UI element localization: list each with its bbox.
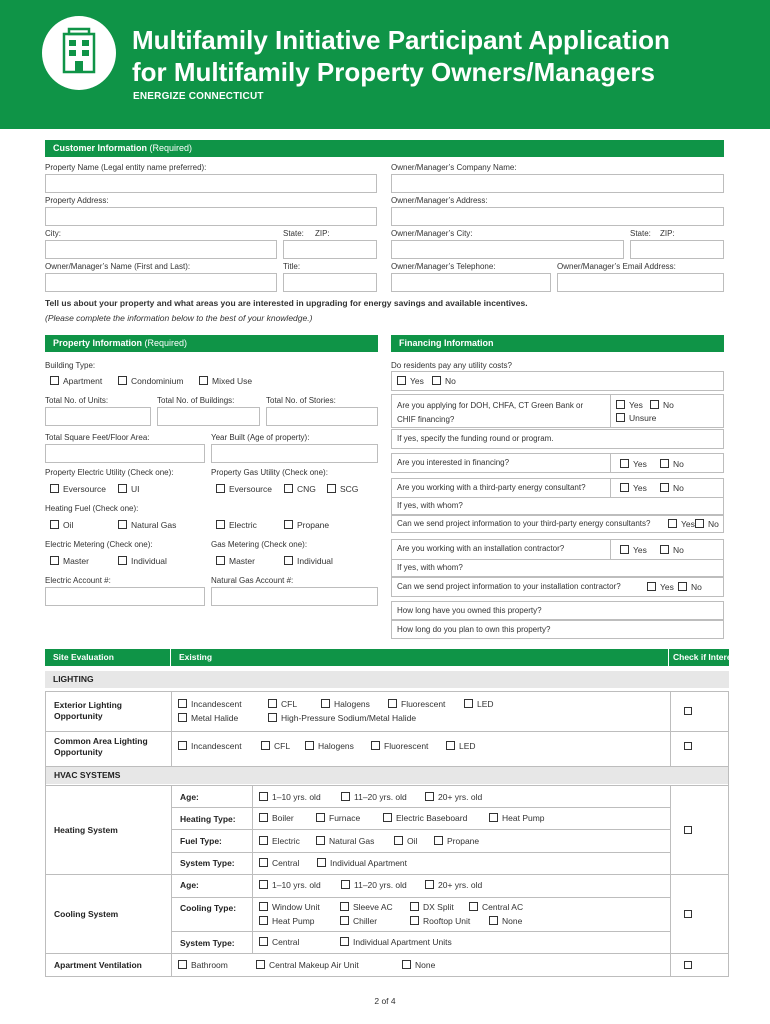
cooling-type-label: Cooling Type:: [180, 903, 237, 913]
fuel-propane-checkbox[interactable]: Propane: [284, 520, 329, 530]
table-divider: [252, 875, 253, 953]
common-cfl-checkbox[interactable]: CFL: [261, 741, 290, 751]
hvac-section-header: HVAC SYSTEMS: [46, 767, 728, 784]
table-divider: [171, 852, 670, 853]
ext-hps-checkbox[interactable]: High-Pressure Sodium/Metal Halide: [268, 713, 416, 723]
fuel-natural-gas-checkbox[interactable]: Natural Gas: [118, 520, 176, 530]
owner-email-label: Owner/Manager’s Email Address:: [557, 262, 676, 271]
cooling-age-label: Age:: [180, 880, 199, 890]
cool-age-20plus-checkbox[interactable]: 20+ yrs. old: [425, 880, 482, 890]
cooling-system-label: Cooling System: [54, 909, 119, 919]
table-divider: [45, 785, 729, 786]
total-buildings-field[interactable]: [157, 407, 260, 426]
cool-none-checkbox[interactable]: None: [489, 916, 522, 926]
ext-halogens-checkbox[interactable]: Halogens: [321, 699, 370, 709]
consultant-no-checkbox[interactable]: No: [660, 483, 684, 493]
table-divider: [171, 897, 670, 898]
condominium-checkbox[interactable]: Condominium: [118, 376, 183, 386]
page-title: [132, 24, 670, 88]
contractor-question: Are you working with an installation contractor?: [397, 544, 565, 553]
contractor-no-checkbox[interactable]: No: [660, 545, 684, 555]
total-stories-label: Total No. of Stories:: [266, 396, 336, 405]
common-incandescent-checkbox[interactable]: Incandescent: [178, 741, 242, 751]
customer-info-header: Customer Information (Required): [45, 140, 724, 157]
title-line-1: Multifamily Initiative Participant Application: [132, 25, 670, 55]
heating-fuel-label: Heating Fuel (Check one):: [45, 504, 139, 513]
owner-city-field[interactable]: [391, 240, 624, 259]
gas-individual-checkbox[interactable]: Individual: [284, 556, 333, 566]
table-divider: [171, 829, 670, 830]
contractor-divider: [610, 539, 611, 560]
table-divider: [45, 874, 729, 875]
gas-utility-label: Property Gas Utility (Check one):: [211, 468, 328, 477]
zip-label: ZIP:: [315, 229, 330, 238]
ft-electric-checkbox[interactable]: Electric: [259, 836, 300, 846]
ext-fluorescent-checkbox[interactable]: Fluorescent: [388, 699, 445, 709]
owned-question: How long have you owned this property?: [397, 606, 542, 615]
consultant-question: Are you working with a third-party energy consultant?: [397, 483, 586, 492]
financing-info-header: Financing Information: [391, 335, 724, 352]
ft-propane-checkbox[interactable]: Propane: [434, 836, 479, 846]
building-icon: [42, 16, 116, 90]
ext-led-checkbox[interactable]: LED: [464, 699, 494, 709]
page-number: 2 of 4: [374, 996, 396, 1006]
table-divider: [252, 785, 253, 875]
send-contractor-question: Can we send project information to your installation contractor?: [397, 582, 621, 591]
doh-no-checkbox[interactable]: No: [650, 400, 674, 410]
state-label: State:: [283, 229, 304, 238]
system-type-label: System Type:: [180, 858, 235, 868]
property-address-field[interactable]: [45, 207, 377, 226]
intro-note: (Please complete the information below to the best of your knowledge.): [45, 313, 313, 323]
heat-age-11-20-checkbox[interactable]: 11–20 yrs. old: [341, 792, 407, 802]
electric-eversource-checkbox[interactable]: Eversource: [50, 484, 106, 494]
central-makeup-air-checkbox[interactable]: Central Makeup Air Unit: [256, 960, 359, 970]
heat-age-1-10-checkbox[interactable]: 1–10 yrs. old: [259, 792, 321, 802]
table-divider: [45, 731, 729, 732]
ext-interested-checkbox[interactable]: [684, 707, 692, 715]
owner-address-label: Owner/Manager’s Address:: [391, 196, 488, 205]
year-built-label: Year Built (Age of property):: [211, 433, 310, 442]
utility-yes-checkbox[interactable]: Yes: [397, 376, 424, 386]
table-divider: [171, 691, 172, 766]
plan-question: How long do you plan to own this property?: [397, 625, 551, 634]
site-evaluation-header: Site Evaluation: [45, 649, 170, 666]
electric-account-field[interactable]: [45, 587, 205, 606]
heat-age-20plus-checkbox[interactable]: 20+ yrs. old: [425, 792, 482, 802]
city-label: City:: [45, 229, 61, 238]
window-unit-checkbox[interactable]: Window Unit: [259, 902, 320, 912]
cool-age-1-10-checkbox[interactable]: 1–10 yrs. old: [259, 880, 321, 890]
boiler-checkbox[interactable]: Boiler: [259, 813, 294, 823]
owner-state-label: State:: [630, 229, 651, 238]
rooftop-unit-checkbox[interactable]: Rooftop Unit: [410, 916, 470, 926]
company-name-field[interactable]: [391, 174, 724, 193]
funding-question: If yes, specify the funding round or program.: [397, 434, 554, 443]
fuel-type-label: Fuel Type:: [180, 836, 222, 846]
doh-divider: [610, 394, 611, 428]
building-type-label: Building Type:: [45, 361, 96, 370]
st-individual-checkbox[interactable]: Individual Apartment: [317, 858, 407, 868]
consultant-yes-checkbox[interactable]: Yes: [620, 483, 647, 493]
send-consultant-question: Can we send project information to your third-party energy consultants?: [397, 519, 651, 528]
consultant-divider: [610, 478, 611, 498]
interested-no-checkbox[interactable]: No: [660, 459, 684, 469]
square-feet-label: Total Square Feet/Floor Area:: [45, 433, 150, 442]
cst-central-checkbox[interactable]: Central: [259, 937, 299, 947]
utility-costs-question: Do residents pay any utility costs?: [391, 361, 512, 370]
cool-age-11-20-checkbox[interactable]: 11–20 yrs. old: [341, 880, 407, 890]
owner-name-label: Owner/Manager’s Name (First and Last):: [45, 262, 191, 271]
gas-master-checkbox[interactable]: Master: [216, 556, 255, 566]
cst-individual-checkbox[interactable]: Individual Apartment Units: [340, 937, 452, 947]
year-built-field[interactable]: [211, 444, 378, 463]
send-consultant-no-checkbox[interactable]: No: [695, 519, 719, 529]
owner-phone-label: Owner/Manager’s Telephone:: [391, 262, 496, 271]
doh-question-1: Are you applying for DOH, CHFA, CT Green Bank or: [397, 401, 584, 410]
interested-question: Are you interested in financing?: [397, 458, 510, 467]
table-divider: [670, 691, 671, 766]
sleeve-ac-checkbox[interactable]: Sleeve AC: [340, 902, 393, 912]
owner-name-field[interactable]: [45, 273, 277, 292]
table-divider: [171, 785, 172, 977]
electric-metering-label: Electric Metering (Check one):: [45, 540, 153, 549]
ft-natural-gas-checkbox[interactable]: Natural Gas: [316, 836, 374, 846]
contractor-yes-checkbox[interactable]: Yes: [620, 545, 647, 555]
apartment-checkbox[interactable]: Apartment: [50, 376, 102, 386]
gas-account-label: Natural Gas Account #:: [211, 576, 294, 585]
ext-metal-halide-checkbox[interactable]: Metal Halide: [178, 713, 238, 723]
ext-cfl-checkbox[interactable]: CFL: [268, 699, 297, 709]
heat-pump-checkbox[interactable]: Heat Pump: [489, 813, 545, 823]
owner-email-field[interactable]: [557, 273, 724, 292]
ventilation-interested-checkbox[interactable]: [684, 961, 692, 969]
owner-address-field[interactable]: [391, 207, 724, 226]
doh-yes-checkbox[interactable]: Yes: [616, 400, 643, 410]
existing-header: Existing: [171, 649, 668, 666]
company-name-label: Owner/Manager’s Company Name:: [391, 163, 517, 172]
fuel-oil-checkbox[interactable]: Oil: [50, 520, 73, 530]
doh-question-2: CHIF financing?: [397, 415, 455, 424]
interested-yes-checkbox[interactable]: Yes: [620, 459, 647, 469]
utility-no-checkbox[interactable]: No: [432, 376, 456, 386]
electric-utility-label: Property Electric Utility (Check one):: [45, 468, 174, 477]
total-buildings-label: Total No. of Buildings:: [157, 396, 235, 405]
contractor-whom-label: If yes, with whom?: [397, 563, 463, 572]
bathroom-checkbox[interactable]: Bathroom: [178, 960, 228, 970]
state-zip-field[interactable]: [283, 240, 377, 259]
property-address-label: Property Address:: [45, 196, 109, 205]
exterior-lighting-label: Exterior Lighting Opportunity: [54, 700, 122, 721]
electric-master-checkbox[interactable]: Master: [50, 556, 89, 566]
common-lighting-label: Common Area Lighting Opportunity: [54, 736, 148, 757]
consultant-whom-label: If yes, with whom?: [397, 501, 463, 510]
vent-none-checkbox[interactable]: None: [402, 960, 435, 970]
table-divider: [171, 931, 670, 932]
intro-text: Tell us about your property and what areas you are interested in upgrading for energy savings and available incentives.: [45, 298, 528, 308]
electric-ui-checkbox[interactable]: UI: [118, 484, 140, 494]
page-subtitle: ENERGIZE CONNECTICUT: [133, 91, 264, 102]
central-ac-checkbox[interactable]: Central AC: [469, 902, 523, 912]
property-name-label: Property Name (Legal entity name preferred):: [45, 163, 207, 172]
dx-split-checkbox[interactable]: DX Split: [410, 902, 454, 912]
title-label: Title:: [283, 262, 301, 271]
cooling-interested-checkbox[interactable]: [684, 910, 692, 918]
fuel-electric-checkbox[interactable]: Electric: [216, 520, 257, 530]
lighting-section-header: LIGHTING: [45, 671, 729, 688]
table-divider: [45, 953, 729, 954]
chiller-checkbox[interactable]: Chiller: [340, 916, 377, 926]
common-interested-checkbox[interactable]: [684, 742, 692, 750]
ft-oil-checkbox[interactable]: Oil: [394, 836, 417, 846]
mixed-use-checkbox[interactable]: Mixed Use: [199, 376, 252, 386]
apartment-ventilation-label: Apartment Ventilation: [54, 960, 142, 970]
doh-unsure-checkbox[interactable]: Unsure: [616, 413, 656, 423]
gas-metering-label: Gas Metering (Check one):: [211, 540, 308, 549]
site-table: [45, 691, 729, 977]
common-led-checkbox[interactable]: LED: [446, 741, 476, 751]
table-divider: [171, 807, 670, 808]
heating-interested-checkbox[interactable]: [684, 826, 692, 834]
interested-divider: [610, 453, 611, 473]
page-header: [0, 0, 770, 129]
gas-cng-checkbox[interactable]: CNG: [284, 484, 316, 494]
ext-incandescent-checkbox[interactable]: Incandescent: [178, 699, 242, 709]
electric-account-label: Electric Account #:: [45, 576, 111, 585]
heating-type-label: Heating Type:: [180, 814, 236, 824]
gas-scg-checkbox[interactable]: SCG: [327, 484, 358, 494]
gas-account-field[interactable]: [211, 587, 378, 606]
st-central-checkbox[interactable]: Central: [259, 858, 299, 868]
send-consultant-yes-checkbox[interactable]: Yes: [668, 519, 695, 529]
electric-baseboard-checkbox[interactable]: Electric Baseboard: [383, 813, 467, 823]
owner-phone-field[interactable]: [391, 273, 551, 292]
cool-system-type-label: System Type:: [180, 938, 235, 948]
common-fluorescent-checkbox[interactable]: Fluorescent: [371, 741, 428, 751]
gas-eversource-checkbox[interactable]: Eversource: [216, 484, 272, 494]
heating-system-label: Heating System: [54, 825, 118, 835]
title-field[interactable]: [283, 273, 377, 292]
property-info-header: Property Information (Required): [45, 335, 378, 352]
total-stories-field[interactable]: [266, 407, 378, 426]
owner-zip-label: ZIP:: [660, 229, 675, 238]
electric-individual-checkbox[interactable]: Individual: [118, 556, 167, 566]
owner-city-label: Owner/Manager’s City:: [391, 229, 473, 238]
cool-heat-pump-checkbox[interactable]: Heat Pump: [259, 916, 315, 926]
owner-state-zip-field[interactable]: [630, 240, 724, 259]
check-interested-header: Check if Interested: [669, 649, 729, 666]
send-contractor-yes-checkbox[interactable]: Yes: [647, 582, 674, 592]
total-units-label: Total No. of Units:: [45, 396, 109, 405]
city-field[interactable]: [45, 240, 277, 259]
heating-age-label: Age:: [180, 792, 199, 802]
title-line-2: for Multifamily Property Owners/Managers: [132, 57, 656, 87]
table-divider: [670, 785, 671, 977]
total-units-field[interactable]: [45, 407, 151, 426]
property-name-field[interactable]: [45, 174, 377, 193]
send-contractor-no-checkbox[interactable]: No: [678, 582, 702, 592]
furnace-checkbox[interactable]: Furnace: [316, 813, 360, 823]
common-halogens-checkbox[interactable]: Halogens: [305, 741, 354, 751]
square-feet-field[interactable]: [45, 444, 205, 463]
